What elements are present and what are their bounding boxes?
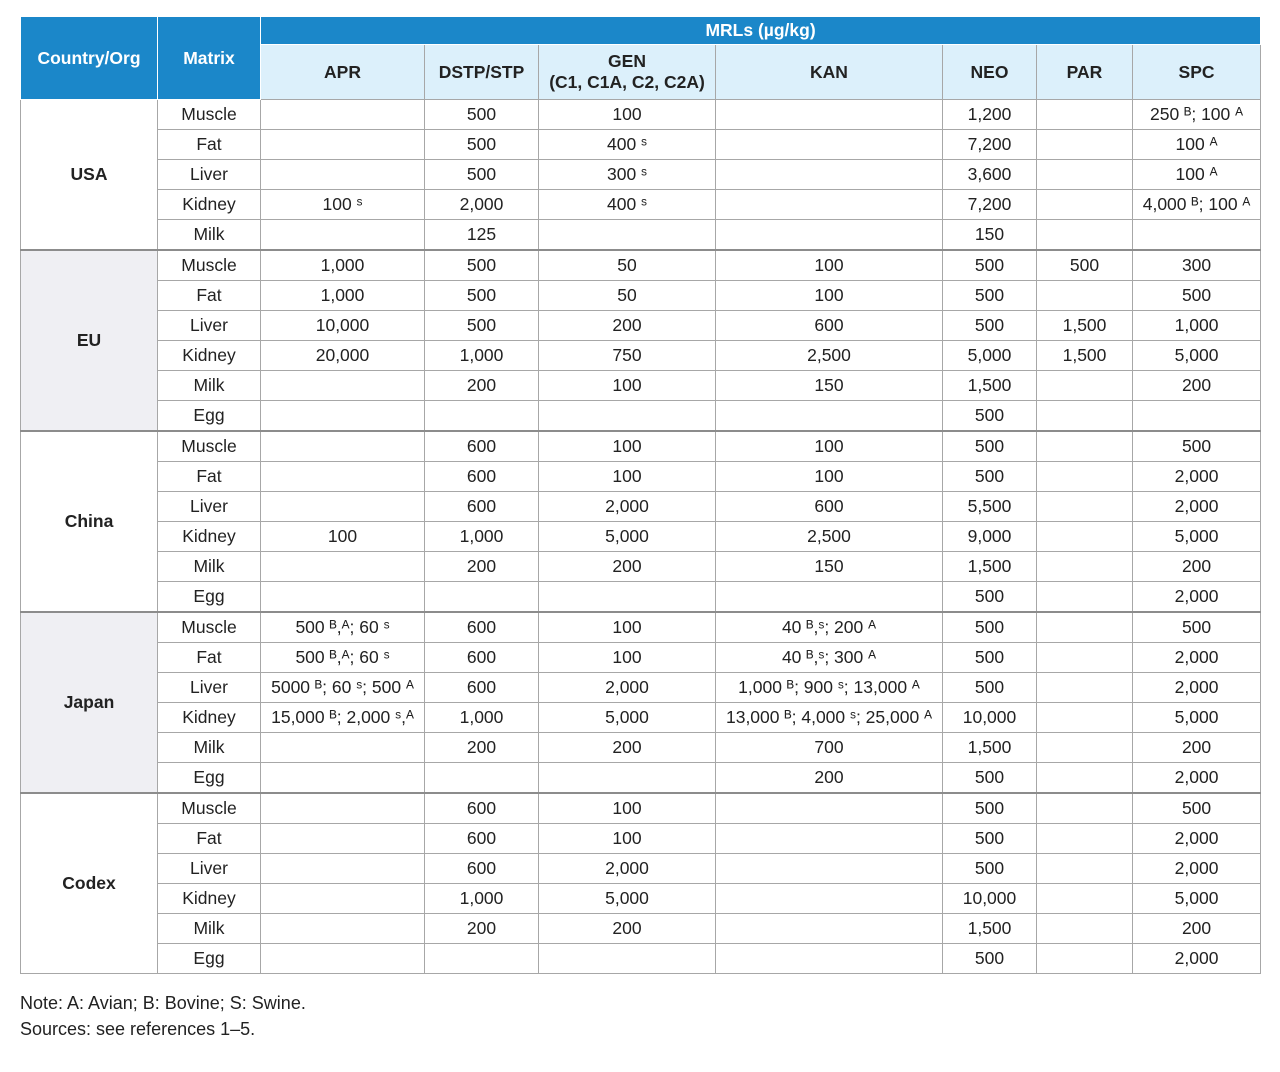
value-cell: 13,000 ᴮ; 4,000 ˢ; 25,000 ᴬ bbox=[716, 703, 943, 733]
country-cell: EU bbox=[21, 250, 158, 431]
value-cell: 2,000 bbox=[425, 190, 539, 220]
value-cell: 200 bbox=[425, 371, 539, 401]
value-cell bbox=[1037, 281, 1133, 311]
value-cell bbox=[261, 824, 425, 854]
value-cell bbox=[1037, 763, 1133, 794]
table-row bbox=[21, 582, 1261, 613]
value-cell: 20,000 bbox=[261, 341, 425, 371]
matrix-cell: Milk bbox=[158, 914, 261, 944]
table-row bbox=[21, 100, 1261, 130]
value-cell bbox=[1037, 100, 1133, 130]
value-cell: 5000 ᴮ; 60 ˢ; 500 ᴬ bbox=[261, 673, 425, 703]
value-cell bbox=[716, 160, 943, 190]
value-cell: 5,000 bbox=[943, 341, 1037, 371]
header-kan: KAN bbox=[716, 45, 943, 100]
value-cell bbox=[1037, 401, 1133, 432]
value-cell: 50 bbox=[539, 250, 716, 281]
value-cell: 500 bbox=[943, 401, 1037, 432]
value-cell: 500 bbox=[943, 793, 1037, 824]
header-apr: APR bbox=[261, 45, 425, 100]
table-row bbox=[21, 944, 1261, 974]
value-cell: 600 bbox=[425, 643, 539, 673]
value-cell: 5,000 bbox=[539, 884, 716, 914]
value-cell: 100 ˢ bbox=[261, 190, 425, 220]
value-cell: 500 bbox=[943, 763, 1037, 794]
matrix-cell: Liver bbox=[158, 311, 261, 341]
value-cell: 200 bbox=[425, 914, 539, 944]
value-cell: 100 bbox=[539, 824, 716, 854]
value-cell: 300 bbox=[1133, 250, 1261, 281]
value-cell: 600 bbox=[425, 673, 539, 703]
matrix-cell: Liver bbox=[158, 492, 261, 522]
value-cell: 150 bbox=[716, 552, 943, 582]
value-cell: 400 ˢ bbox=[539, 130, 716, 160]
table-row bbox=[21, 190, 1261, 220]
value-cell bbox=[261, 371, 425, 401]
value-cell: 100 bbox=[539, 462, 716, 492]
value-cell bbox=[716, 914, 943, 944]
matrix-cell: Muscle bbox=[158, 612, 261, 643]
table-row bbox=[21, 250, 1261, 281]
value-cell: 500 bbox=[943, 462, 1037, 492]
value-cell bbox=[716, 130, 943, 160]
matrix-cell: Fat bbox=[158, 130, 261, 160]
value-cell bbox=[1037, 462, 1133, 492]
table-row bbox=[21, 824, 1261, 854]
value-cell: 500 bbox=[425, 281, 539, 311]
value-cell bbox=[539, 944, 716, 974]
value-cell: 1,500 bbox=[1037, 341, 1133, 371]
value-cell: 500 bbox=[425, 311, 539, 341]
value-cell bbox=[261, 733, 425, 763]
value-cell bbox=[716, 100, 943, 130]
value-cell: 700 bbox=[716, 733, 943, 763]
matrix-cell: Liver bbox=[158, 854, 261, 884]
value-cell bbox=[539, 763, 716, 794]
value-cell bbox=[716, 220, 943, 251]
value-cell: 600 bbox=[425, 462, 539, 492]
matrix-cell: Egg bbox=[158, 401, 261, 432]
value-cell: 150 bbox=[716, 371, 943, 401]
matrix-cell: Kidney bbox=[158, 341, 261, 371]
value-cell: 5,000 bbox=[539, 522, 716, 552]
value-cell: 5,000 bbox=[1133, 522, 1261, 552]
table-row bbox=[21, 703, 1261, 733]
value-cell: 500 bbox=[943, 824, 1037, 854]
table-row bbox=[21, 462, 1261, 492]
value-cell bbox=[425, 401, 539, 432]
value-cell bbox=[261, 220, 425, 251]
table-row bbox=[21, 492, 1261, 522]
matrix-cell: Kidney bbox=[158, 884, 261, 914]
value-cell: 5,000 bbox=[1133, 703, 1261, 733]
table-body bbox=[21, 100, 1261, 974]
value-cell: 40 ᴮ,ˢ; 200 ᴬ bbox=[716, 612, 943, 643]
value-cell: 500 bbox=[943, 612, 1037, 643]
value-cell: 2,000 bbox=[539, 673, 716, 703]
value-cell bbox=[261, 582, 425, 613]
header-gen: GEN (C1, C1A, C2, C2A) bbox=[539, 45, 716, 100]
value-cell: 500 bbox=[943, 854, 1037, 884]
value-cell: 500 bbox=[1133, 793, 1261, 824]
value-cell bbox=[261, 401, 425, 432]
value-cell bbox=[1037, 703, 1133, 733]
value-cell: 400 ˢ bbox=[539, 190, 716, 220]
value-cell: 10,000 bbox=[943, 703, 1037, 733]
value-cell: 50 bbox=[539, 281, 716, 311]
value-cell: 100 bbox=[539, 371, 716, 401]
matrix-cell: Kidney bbox=[158, 190, 261, 220]
value-cell: 500 ᴮ,ᴬ; 60 ˢ bbox=[261, 643, 425, 673]
value-cell: 500 bbox=[943, 944, 1037, 974]
value-cell: 40 ᴮ,ˢ; 300 ᴬ bbox=[716, 643, 943, 673]
value-cell: 600 bbox=[425, 793, 539, 824]
value-cell bbox=[716, 944, 943, 974]
matrix-cell: Fat bbox=[158, 824, 261, 854]
value-cell: 100 bbox=[261, 522, 425, 552]
matrix-cell: Kidney bbox=[158, 522, 261, 552]
value-cell: 200 bbox=[539, 733, 716, 763]
value-cell bbox=[261, 552, 425, 582]
value-cell: 5,000 bbox=[539, 703, 716, 733]
value-cell: 500 bbox=[943, 582, 1037, 613]
value-cell: 600 bbox=[425, 492, 539, 522]
table-row bbox=[21, 854, 1261, 884]
value-cell: 2,000 bbox=[1133, 673, 1261, 703]
value-cell: 200 bbox=[716, 763, 943, 794]
table-row bbox=[21, 371, 1261, 401]
value-cell bbox=[261, 160, 425, 190]
header-dstp-stp: DSTP/STP bbox=[425, 45, 539, 100]
matrix-cell: Milk bbox=[158, 220, 261, 251]
header-mrls: MRLs (µg/kg) bbox=[261, 17, 1261, 45]
value-cell: 1,000 bbox=[425, 884, 539, 914]
mrl-table bbox=[20, 16, 1261, 974]
value-cell bbox=[716, 582, 943, 613]
note-sources: Sources: see references 1–5. bbox=[20, 1019, 256, 1039]
value-cell: 2,000 bbox=[1133, 944, 1261, 974]
matrix-cell: Muscle bbox=[158, 250, 261, 281]
table-row bbox=[21, 793, 1261, 824]
value-cell: 200 bbox=[1133, 733, 1261, 763]
value-cell: 500 bbox=[943, 643, 1037, 673]
table-row bbox=[21, 431, 1261, 462]
value-cell bbox=[1037, 643, 1133, 673]
value-cell: 100 bbox=[539, 431, 716, 462]
header-matrix: Matrix bbox=[158, 17, 261, 100]
value-cell bbox=[1037, 824, 1133, 854]
value-cell: 9,000 bbox=[943, 522, 1037, 552]
value-cell: 2,000 bbox=[1133, 854, 1261, 884]
value-cell: 1,200 bbox=[943, 100, 1037, 130]
value-cell bbox=[1133, 401, 1261, 432]
value-cell bbox=[1037, 160, 1133, 190]
value-cell bbox=[261, 431, 425, 462]
value-cell: 500 bbox=[425, 250, 539, 281]
value-cell: 100 ᴬ bbox=[1133, 130, 1261, 160]
value-cell: 500 bbox=[1133, 281, 1261, 311]
value-cell: 2,000 bbox=[1133, 763, 1261, 794]
table-row bbox=[21, 612, 1261, 643]
value-cell: 200 bbox=[1133, 914, 1261, 944]
table-row bbox=[21, 552, 1261, 582]
value-cell bbox=[716, 824, 943, 854]
country-cell: USA bbox=[21, 100, 158, 251]
value-cell bbox=[261, 854, 425, 884]
matrix-cell: Fat bbox=[158, 462, 261, 492]
value-cell bbox=[1037, 854, 1133, 884]
value-cell: 300 ˢ bbox=[539, 160, 716, 190]
value-cell: 500 bbox=[943, 673, 1037, 703]
value-cell bbox=[1037, 582, 1133, 613]
value-cell: 7,200 bbox=[943, 130, 1037, 160]
value-cell bbox=[261, 944, 425, 974]
value-cell bbox=[1037, 944, 1133, 974]
header-spc: SPC bbox=[1133, 45, 1261, 100]
value-cell: 600 bbox=[716, 311, 943, 341]
matrix-cell: Muscle bbox=[158, 100, 261, 130]
value-cell: 200 bbox=[1133, 371, 1261, 401]
header-neo: NEO bbox=[943, 45, 1037, 100]
value-cell: 750 bbox=[539, 341, 716, 371]
table-row bbox=[21, 220, 1261, 251]
value-cell bbox=[425, 944, 539, 974]
table-row bbox=[21, 401, 1261, 432]
matrix-cell: Milk bbox=[158, 552, 261, 582]
value-cell: 1,000 ᴮ; 900 ˢ; 13,000 ᴬ bbox=[716, 673, 943, 703]
value-cell: 200 bbox=[539, 311, 716, 341]
value-cell bbox=[261, 884, 425, 914]
value-cell: 500 bbox=[1037, 250, 1133, 281]
value-cell bbox=[1037, 612, 1133, 643]
value-cell bbox=[1037, 673, 1133, 703]
value-cell bbox=[539, 582, 716, 613]
value-cell bbox=[1037, 431, 1133, 462]
value-cell bbox=[425, 582, 539, 613]
value-cell: 600 bbox=[425, 612, 539, 643]
value-cell: 200 bbox=[425, 552, 539, 582]
matrix-cell: Egg bbox=[158, 582, 261, 613]
value-cell: 7,200 bbox=[943, 190, 1037, 220]
value-cell: 2,000 bbox=[539, 854, 716, 884]
value-cell: 500 bbox=[943, 431, 1037, 462]
table-row bbox=[21, 130, 1261, 160]
matrix-cell: Fat bbox=[158, 281, 261, 311]
value-cell bbox=[1037, 914, 1133, 944]
value-cell: 600 bbox=[716, 492, 943, 522]
value-cell: 200 bbox=[1133, 552, 1261, 582]
value-cell: 500 bbox=[943, 250, 1037, 281]
value-cell: 1,000 bbox=[425, 341, 539, 371]
matrix-cell: Muscle bbox=[158, 793, 261, 824]
value-cell: 1,000 bbox=[261, 250, 425, 281]
country-cell: China bbox=[21, 431, 158, 612]
value-cell bbox=[716, 884, 943, 914]
value-cell: 5,000 bbox=[1133, 884, 1261, 914]
value-cell: 2,000 bbox=[1133, 462, 1261, 492]
value-cell: 600 bbox=[425, 824, 539, 854]
matrix-cell: Liver bbox=[158, 673, 261, 703]
value-cell: 2,500 bbox=[716, 341, 943, 371]
value-cell bbox=[1037, 130, 1133, 160]
value-cell: 1,500 bbox=[943, 552, 1037, 582]
table-header bbox=[21, 17, 1261, 100]
value-cell: 100 ᴬ bbox=[1133, 160, 1261, 190]
value-cell bbox=[261, 763, 425, 794]
value-cell bbox=[716, 190, 943, 220]
value-cell bbox=[1133, 220, 1261, 251]
value-cell: 200 bbox=[425, 733, 539, 763]
table-row bbox=[21, 311, 1261, 341]
value-cell: 500 bbox=[943, 311, 1037, 341]
value-cell: 500 bbox=[1133, 431, 1261, 462]
table-row bbox=[21, 643, 1261, 673]
value-cell bbox=[539, 401, 716, 432]
value-cell: 1,000 bbox=[261, 281, 425, 311]
value-cell bbox=[261, 492, 425, 522]
value-cell: 5,000 bbox=[1133, 341, 1261, 371]
value-cell bbox=[716, 793, 943, 824]
value-cell: 1,500 bbox=[943, 371, 1037, 401]
matrix-cell: Liver bbox=[158, 160, 261, 190]
value-cell bbox=[1037, 492, 1133, 522]
value-cell: 150 bbox=[943, 220, 1037, 251]
value-cell bbox=[539, 220, 716, 251]
table-row bbox=[21, 673, 1261, 703]
value-cell bbox=[425, 763, 539, 794]
value-cell bbox=[1037, 190, 1133, 220]
value-cell bbox=[1037, 552, 1133, 582]
value-cell: 125 bbox=[425, 220, 539, 251]
value-cell: 250 ᴮ; 100 ᴬ bbox=[1133, 100, 1261, 130]
table-row bbox=[21, 522, 1261, 552]
mrl-table-container bbox=[20, 16, 1260, 1042]
value-cell: 1,000 bbox=[425, 703, 539, 733]
value-cell bbox=[1037, 522, 1133, 552]
value-cell bbox=[261, 100, 425, 130]
value-cell bbox=[1037, 884, 1133, 914]
value-cell: 100 bbox=[716, 250, 943, 281]
country-cell: Codex bbox=[21, 793, 158, 974]
value-cell: 1,500 bbox=[943, 733, 1037, 763]
header-par: PAR bbox=[1037, 45, 1133, 100]
table-row bbox=[21, 914, 1261, 944]
value-cell: 15,000 ᴮ; 2,000 ˢ,ᴬ bbox=[261, 703, 425, 733]
matrix-cell: Egg bbox=[158, 763, 261, 794]
value-cell bbox=[261, 130, 425, 160]
value-cell: 1,500 bbox=[943, 914, 1037, 944]
matrix-cell: Milk bbox=[158, 733, 261, 763]
value-cell: 2,000 bbox=[1133, 824, 1261, 854]
note-abbreviations: Note: A: Avian; B: Bovine; S: Swine. bbox=[20, 993, 306, 1013]
table-row bbox=[21, 281, 1261, 311]
value-cell: 100 bbox=[716, 431, 943, 462]
value-cell: 500 bbox=[425, 160, 539, 190]
value-cell: 1,000 bbox=[1133, 311, 1261, 341]
value-cell bbox=[261, 914, 425, 944]
value-cell: 500 bbox=[425, 100, 539, 130]
value-cell bbox=[1037, 733, 1133, 763]
value-cell bbox=[716, 854, 943, 884]
value-cell: 100 bbox=[539, 612, 716, 643]
value-cell: 5,500 bbox=[943, 492, 1037, 522]
value-cell: 200 bbox=[539, 552, 716, 582]
value-cell: 200 bbox=[539, 914, 716, 944]
value-cell: 1,500 bbox=[1037, 311, 1133, 341]
value-cell: 500 bbox=[425, 130, 539, 160]
table-row bbox=[21, 160, 1261, 190]
value-cell bbox=[261, 793, 425, 824]
value-cell bbox=[1037, 220, 1133, 251]
matrix-cell: Egg bbox=[158, 944, 261, 974]
value-cell: 100 bbox=[716, 462, 943, 492]
table-row bbox=[21, 763, 1261, 794]
table-row bbox=[21, 733, 1261, 763]
value-cell: 4,000 ᴮ; 100 ᴬ bbox=[1133, 190, 1261, 220]
value-cell: 600 bbox=[425, 854, 539, 884]
header-country: Country/Org bbox=[21, 17, 158, 100]
matrix-cell: Muscle bbox=[158, 431, 261, 462]
value-cell bbox=[1037, 371, 1133, 401]
value-cell: 500 ᴮ,ᴬ; 60 ˢ bbox=[261, 612, 425, 643]
value-cell bbox=[1037, 793, 1133, 824]
value-cell: 600 bbox=[425, 431, 539, 462]
value-cell: 2,000 bbox=[539, 492, 716, 522]
value-cell: 2,000 bbox=[1133, 643, 1261, 673]
value-cell: 2,000 bbox=[1133, 492, 1261, 522]
table-row bbox=[21, 341, 1261, 371]
value-cell: 2,000 bbox=[1133, 582, 1261, 613]
country-cell: Japan bbox=[21, 612, 158, 793]
value-cell: 100 bbox=[539, 100, 716, 130]
matrix-cell: Milk bbox=[158, 371, 261, 401]
value-cell: 100 bbox=[539, 793, 716, 824]
table-row bbox=[21, 884, 1261, 914]
value-cell: 2,500 bbox=[716, 522, 943, 552]
value-cell: 10,000 bbox=[261, 311, 425, 341]
value-cell: 100 bbox=[716, 281, 943, 311]
value-cell: 100 bbox=[539, 643, 716, 673]
value-cell: 3,600 bbox=[943, 160, 1037, 190]
value-cell bbox=[261, 462, 425, 492]
value-cell bbox=[716, 401, 943, 432]
table-notes bbox=[20, 990, 1260, 1042]
matrix-cell: Fat bbox=[158, 643, 261, 673]
value-cell: 10,000 bbox=[943, 884, 1037, 914]
value-cell: 500 bbox=[1133, 612, 1261, 643]
value-cell: 1,000 bbox=[425, 522, 539, 552]
matrix-cell: Kidney bbox=[158, 703, 261, 733]
value-cell: 500 bbox=[943, 281, 1037, 311]
